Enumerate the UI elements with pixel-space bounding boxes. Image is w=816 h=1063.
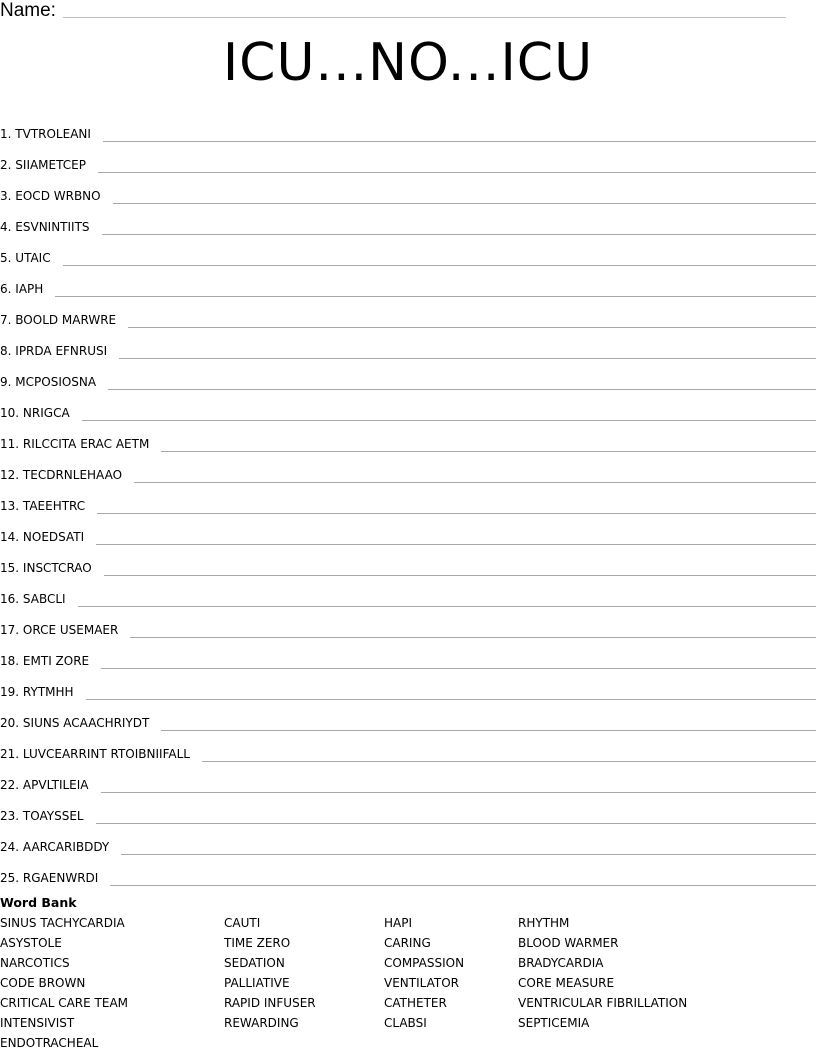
word-bank-grid: [0, 913, 816, 1063]
word-bank-item: REWARDING: [224, 1013, 316, 1033]
answer-line[interactable]: [63, 264, 816, 266]
word-bank-item: CLABSI: [384, 1013, 464, 1033]
name-label: Name:: [0, 0, 56, 22]
question-row: [0, 794, 816, 825]
question-row: [0, 546, 816, 577]
answer-line[interactable]: [161, 729, 816, 731]
answer-line[interactable]: [78, 605, 816, 607]
question-number: 5.: [0, 249, 11, 267]
word-bank-item: VENTILATOR: [384, 973, 464, 993]
word-bank-item: NARCOTICS: [0, 953, 128, 973]
question-number: 18.: [0, 652, 19, 670]
scrambled-word: ORCE USEMAER: [23, 621, 118, 639]
scrambled-word: TOAYSSEL: [23, 807, 84, 825]
scrambled-word: MCPOSIOSNA: [15, 373, 96, 391]
scrambled-word: APVLTILEIA: [23, 776, 89, 794]
question-number: 14.: [0, 528, 19, 546]
question-row: [0, 515, 816, 546]
question-row: [0, 205, 816, 236]
word-bank-title: Word Bank: [0, 894, 816, 913]
answer-line[interactable]: [98, 171, 816, 173]
scrambled-word: INSCTCRAO: [23, 559, 92, 577]
question-row: [0, 856, 816, 887]
question-number: 25.: [0, 869, 19, 887]
word-bank-item: RHYTHM: [518, 913, 687, 933]
answer-line[interactable]: [108, 388, 816, 390]
answer-line[interactable]: [119, 357, 816, 359]
answer-line[interactable]: [104, 574, 816, 576]
scrambled-word: NOEDSATI: [23, 528, 84, 546]
question-number: 19.: [0, 683, 19, 701]
word-bank: [0, 894, 816, 1063]
answer-line[interactable]: [128, 326, 816, 328]
word-bank-item: HAPI: [384, 913, 464, 933]
word-bank-item: CODE BROWN: [0, 973, 128, 993]
question-number: 9.: [0, 373, 11, 391]
answer-line[interactable]: [96, 822, 816, 824]
question-row: [0, 608, 816, 639]
question-number: 11.: [0, 435, 19, 453]
question-number: 6.: [0, 280, 11, 298]
scrambled-word: RILCCITA ERAC AETM: [23, 435, 149, 453]
question-row: [0, 143, 816, 174]
word-bank-item: CORE MEASURE: [518, 973, 687, 993]
question-list: [0, 112, 816, 887]
scrambled-word: BOOLD MARWRE: [15, 311, 116, 329]
answer-line[interactable]: [121, 853, 816, 855]
word-bank-item: PALLIATIVE: [224, 973, 316, 993]
question-row: [0, 484, 816, 515]
answer-line[interactable]: [101, 667, 816, 669]
word-bank-item: SEDATION: [224, 953, 316, 973]
answer-line[interactable]: [86, 698, 816, 700]
word-bank-item: CATHETER: [384, 993, 464, 1013]
question-number: 24.: [0, 838, 19, 856]
question-row: [0, 360, 816, 391]
scrambled-word: TVTROLEANI: [15, 125, 91, 143]
word-bank-item: BLOOD WARMER: [518, 933, 687, 953]
question-row: [0, 298, 816, 329]
question-number: 10.: [0, 404, 19, 422]
word-bank-item: RAPID INFUSER: [224, 993, 316, 1013]
question-number: 13.: [0, 497, 19, 515]
question-number: 17.: [0, 621, 19, 639]
word-bank-item: COMPASSION: [384, 953, 464, 973]
question-number: 22.: [0, 776, 19, 794]
scrambled-word: EMTI ZORE: [23, 652, 89, 670]
question-number: 7.: [0, 311, 11, 329]
scrambled-word: NRIGCA: [23, 404, 70, 422]
word-bank-column: [384, 913, 464, 1033]
scrambled-word: AARCARIBDDY: [23, 838, 109, 856]
answer-line[interactable]: [82, 419, 816, 421]
question-row: [0, 670, 816, 701]
name-write-line: [63, 17, 786, 18]
word-bank-item: BRADYCARDIA: [518, 953, 687, 973]
question-number: 16.: [0, 590, 19, 608]
answer-line[interactable]: [110, 884, 816, 886]
scrambled-word: RGAENWRDI: [23, 869, 98, 887]
scrambled-word: SIIAMETCEP: [15, 156, 86, 174]
scrambled-word: IAPH: [15, 280, 43, 298]
scrambled-word: TAEEHTRC: [23, 497, 85, 515]
question-row: [0, 825, 816, 856]
answer-line[interactable]: [102, 233, 816, 235]
answer-line[interactable]: [103, 140, 816, 142]
answer-line[interactable]: [55, 295, 816, 297]
answer-line[interactable]: [161, 450, 816, 452]
question-number: 8.: [0, 342, 11, 360]
question-number: 20.: [0, 714, 19, 732]
question-row: [0, 391, 816, 422]
question-row: [0, 453, 816, 484]
word-bank-item: SINUS TACHYCARDIA: [0, 913, 128, 933]
question-row: [0, 174, 816, 205]
answer-line[interactable]: [130, 636, 816, 638]
scrambled-word: LUVCEARRINT RTOIBNIIFALL: [23, 745, 190, 763]
question-number: 21.: [0, 745, 19, 763]
scrambled-word: UTAIC: [15, 249, 50, 267]
question-row: [0, 267, 816, 298]
question-row: [0, 639, 816, 670]
answer-line[interactable]: [113, 202, 816, 204]
scrambled-word: SIUNS ACAACHRIYDT: [23, 714, 149, 732]
question-row: [0, 112, 816, 143]
word-bank-item: CAUTI: [224, 913, 316, 933]
scrambled-word: ESVNINTIITS: [15, 218, 89, 236]
word-bank-column: [518, 913, 687, 1033]
question-number: 12.: [0, 466, 19, 484]
question-number: 15.: [0, 559, 19, 577]
answer-line[interactable]: [96, 543, 816, 545]
word-bank-item: INTENSIVIST: [0, 1013, 128, 1033]
name-field-row: [0, 0, 816, 24]
question-number: 2.: [0, 156, 11, 174]
scrambled-word: RYTMHH: [23, 683, 74, 701]
word-bank-item: VENTRICULAR FIBRILLATION: [518, 993, 687, 1013]
answer-line[interactable]: [134, 481, 816, 483]
word-bank-item: ASYSTOLE: [0, 933, 128, 953]
scrambled-word: IPRDA EFNRUSI: [15, 342, 107, 360]
word-bank-column: [0, 913, 128, 1053]
worksheet-title: ICU...NO...ICU: [0, 28, 816, 98]
question-row: [0, 577, 816, 608]
question-row: [0, 236, 816, 267]
question-number: 3.: [0, 187, 11, 205]
question-row: [0, 329, 816, 360]
word-bank-item: TIME ZERO: [224, 933, 316, 953]
question-number: 1.: [0, 125, 11, 143]
question-number: 23.: [0, 807, 19, 825]
question-number: 4.: [0, 218, 11, 236]
answer-line[interactable]: [202, 760, 816, 762]
answer-line[interactable]: [97, 512, 816, 514]
word-bank-item: CARING: [384, 933, 464, 953]
word-bank-item: SEPTICEMIA: [518, 1013, 687, 1033]
question-row: [0, 422, 816, 453]
scrambled-word: TECDRNLEHAAO: [23, 466, 122, 484]
scrambled-word: SABCLI: [23, 590, 66, 608]
scrambled-word: EOCD WRBNO: [15, 187, 100, 205]
question-row: [0, 701, 816, 732]
word-bank-item: CRITICAL CARE TEAM: [0, 993, 128, 1013]
question-row: [0, 732, 816, 763]
word-bank-column: [224, 913, 316, 1033]
answer-line[interactable]: [101, 791, 816, 793]
question-row: [0, 763, 816, 794]
word-bank-item: ENDOTRACHEAL: [0, 1033, 128, 1053]
